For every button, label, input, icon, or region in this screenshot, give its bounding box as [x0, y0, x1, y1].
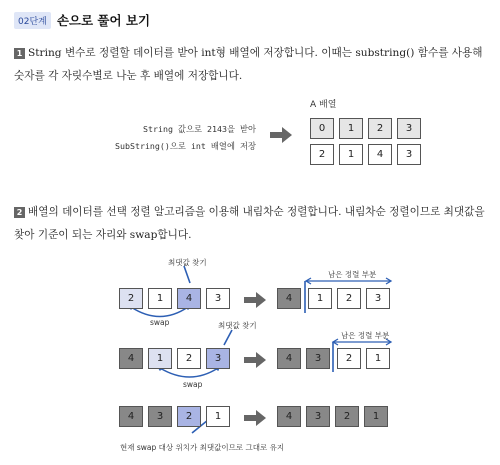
array-index-cell: 3 [397, 118, 421, 139]
row1-after-cell: 2 [337, 288, 361, 309]
row2-after-cell: 2 [337, 348, 361, 369]
row3-after-cell: 4 [277, 406, 301, 427]
row2-before-cell: 1 [148, 348, 172, 369]
row1-max-label: 최댓값 찾기 [168, 258, 207, 267]
array-index-cell: 1 [339, 118, 363, 139]
row3-after-cell: 3 [306, 406, 330, 427]
row3-after-cell: 1 [364, 406, 388, 427]
row2-swap-curve [160, 368, 218, 377]
row1-pointer-line [184, 266, 190, 283]
step-badge: 02단계 [14, 12, 51, 29]
row3-before-cell: 3 [148, 406, 172, 427]
row1-before-cell: 1 [148, 288, 172, 309]
array-value-cell: 2 [310, 144, 334, 165]
array-index-cell: 0 [310, 118, 334, 139]
row2-after-cell: 4 [277, 348, 301, 369]
step1-note-line2: SubString()으로 int 배열에 저장 [114, 141, 256, 151]
row1-after-cell: 3 [366, 288, 390, 309]
row3-before-cell: 1 [206, 406, 230, 427]
row2-arrow-icon [244, 352, 268, 368]
row1-swap-label: swap [150, 318, 170, 327]
step1-number-icon: 1 [14, 48, 25, 59]
row2-after-cell: 1 [366, 348, 390, 369]
row2-max-label: 최댓값 찾기 [218, 321, 257, 330]
row3-after-cell: 2 [335, 406, 359, 427]
row3-caption: 현재 swap 대상 위치가 최댓값이므로 그대로 유지 [120, 443, 285, 452]
row1-after-cell: 4 [277, 288, 301, 309]
row3-before-cell: 2 [177, 406, 201, 427]
array-value-cell: 3 [397, 144, 421, 165]
row2-swap-label: swap [183, 380, 203, 389]
row3-before-cell: 4 [119, 406, 143, 427]
row3-arrow-icon [244, 410, 268, 426]
row2-before-cell: 4 [119, 348, 143, 369]
row2-pointer-line [224, 330, 232, 345]
step-title: 손으로 풀어 보기 [56, 13, 151, 28]
row2-after-cell: 3 [306, 348, 330, 369]
row2-remaining-label: 남은 정렬 부분 [341, 331, 390, 340]
array-value-cell: 1 [339, 144, 363, 165]
row1-remaining-label: 남은 정렬 부분 [328, 270, 377, 279]
row1-before-cell: 2 [119, 288, 143, 309]
array-value-cell: 4 [368, 144, 392, 165]
array-index-cell: 2 [368, 118, 392, 139]
row1-before-cell: 4 [177, 288, 201, 309]
step1-note-line1: String 값으로 2143을 받아 [142, 124, 256, 134]
row2-before-cell: 2 [177, 348, 201, 369]
step2-text: 배열의 데이터를 선택 정렬 알고리즘을 이용해 내림차순 정렬합니다. 내림차순 정렬이므로 최댓값을 찾아 기준이 되는 자리와 swap합니다. [14, 206, 485, 241]
row2-before-cell: 3 [206, 348, 230, 369]
row1-after-cell: 1 [308, 288, 332, 309]
array-title: A 배열 [310, 100, 337, 110]
step1-text: String 변수로 정렬할 데이터를 받아 int형 배열에 저장합니다. 이때는 substring() 함수를 사용해 숫자를 각 자릿수별로 나눈 후 배열에 저장합니다. [14, 47, 483, 82]
row1-arrow-icon [244, 292, 268, 308]
step2-number-icon: 2 [14, 207, 25, 218]
row1-before-cell: 3 [206, 288, 230, 309]
